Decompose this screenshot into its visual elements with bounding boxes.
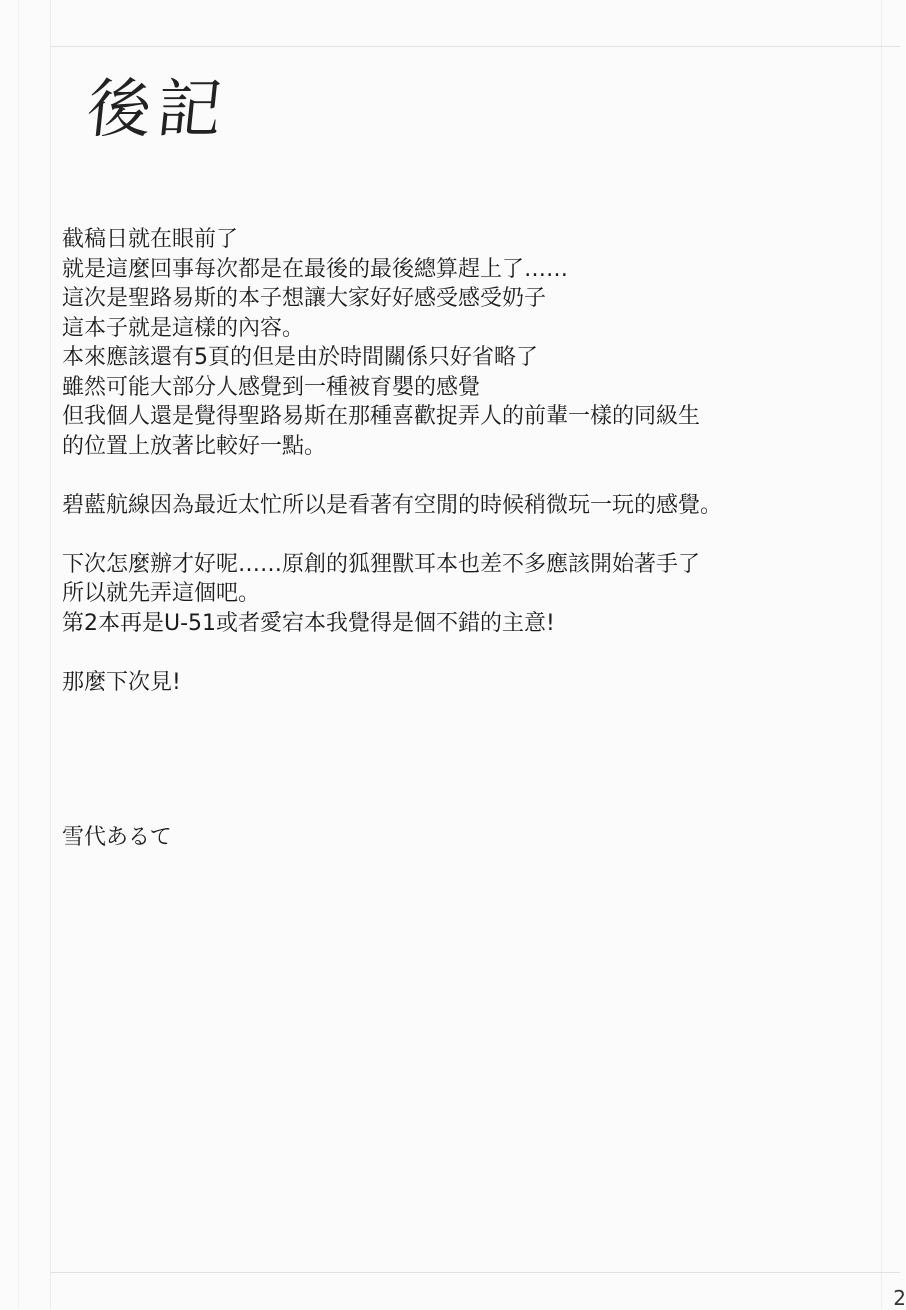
page-top-line [50,46,900,47]
paragraph-3 [62,550,862,639]
paragraph-2 [62,491,862,521]
paragraph-gap [62,461,862,491]
author-signature: 雪代あるて [62,825,172,850]
paragraph-gap [62,520,862,550]
paragraph-4 [62,668,862,698]
page-number: 2 [893,1286,906,1310]
text-line: 但我個人還是覺得聖路易斯在那種喜歡捉弄人的前輩一樣的同級生 [62,404,701,429]
text-line: 這次是聖路易斯的本子想讓大家好好感受感受奶子 [62,286,547,311]
text-line: 所以就先弄這個吧。 [62,581,261,606]
text-line: 碧藍航線因為最近太忙所以是看著有空閒的時候稍微玩一玩的感覺。 [62,492,723,518]
text-line: 這本子就是這樣的內容。 [62,315,305,341]
text-line: 第2本再是U-51或者愛宕本我覺得是個不錯的主意! [62,610,555,636]
page-margin-line [50,0,51,1309]
paragraph-gap [62,638,862,668]
text-line: 那麼下次見! [62,669,181,695]
text-line: 的位置上放著比較好一點。 [62,433,327,459]
page-bottom-line [50,1272,900,1273]
text-line: 截稿日就在眼前了 [62,227,239,252]
page-margin-outer-line [18,0,19,1309]
text-line: 下次怎麼辦才好呢……原創的狐狸獸耳本也差不多應該開始著手了 [62,551,701,577]
page-margin-right-line [881,0,882,1309]
afterword-body [62,225,862,697]
paragraph-1 [62,225,862,461]
text-line: 就是這麼回事每次都是在最後的最後總算趕上了…… [62,256,569,282]
page-title: 後記 [83,73,232,147]
text-line: 本來應該還有5頁的但是由於時間關係只好省略了 [62,345,538,370]
text-line: 雖然可能大部分人感覺到一種被育嬰的感覺 [62,374,481,400]
